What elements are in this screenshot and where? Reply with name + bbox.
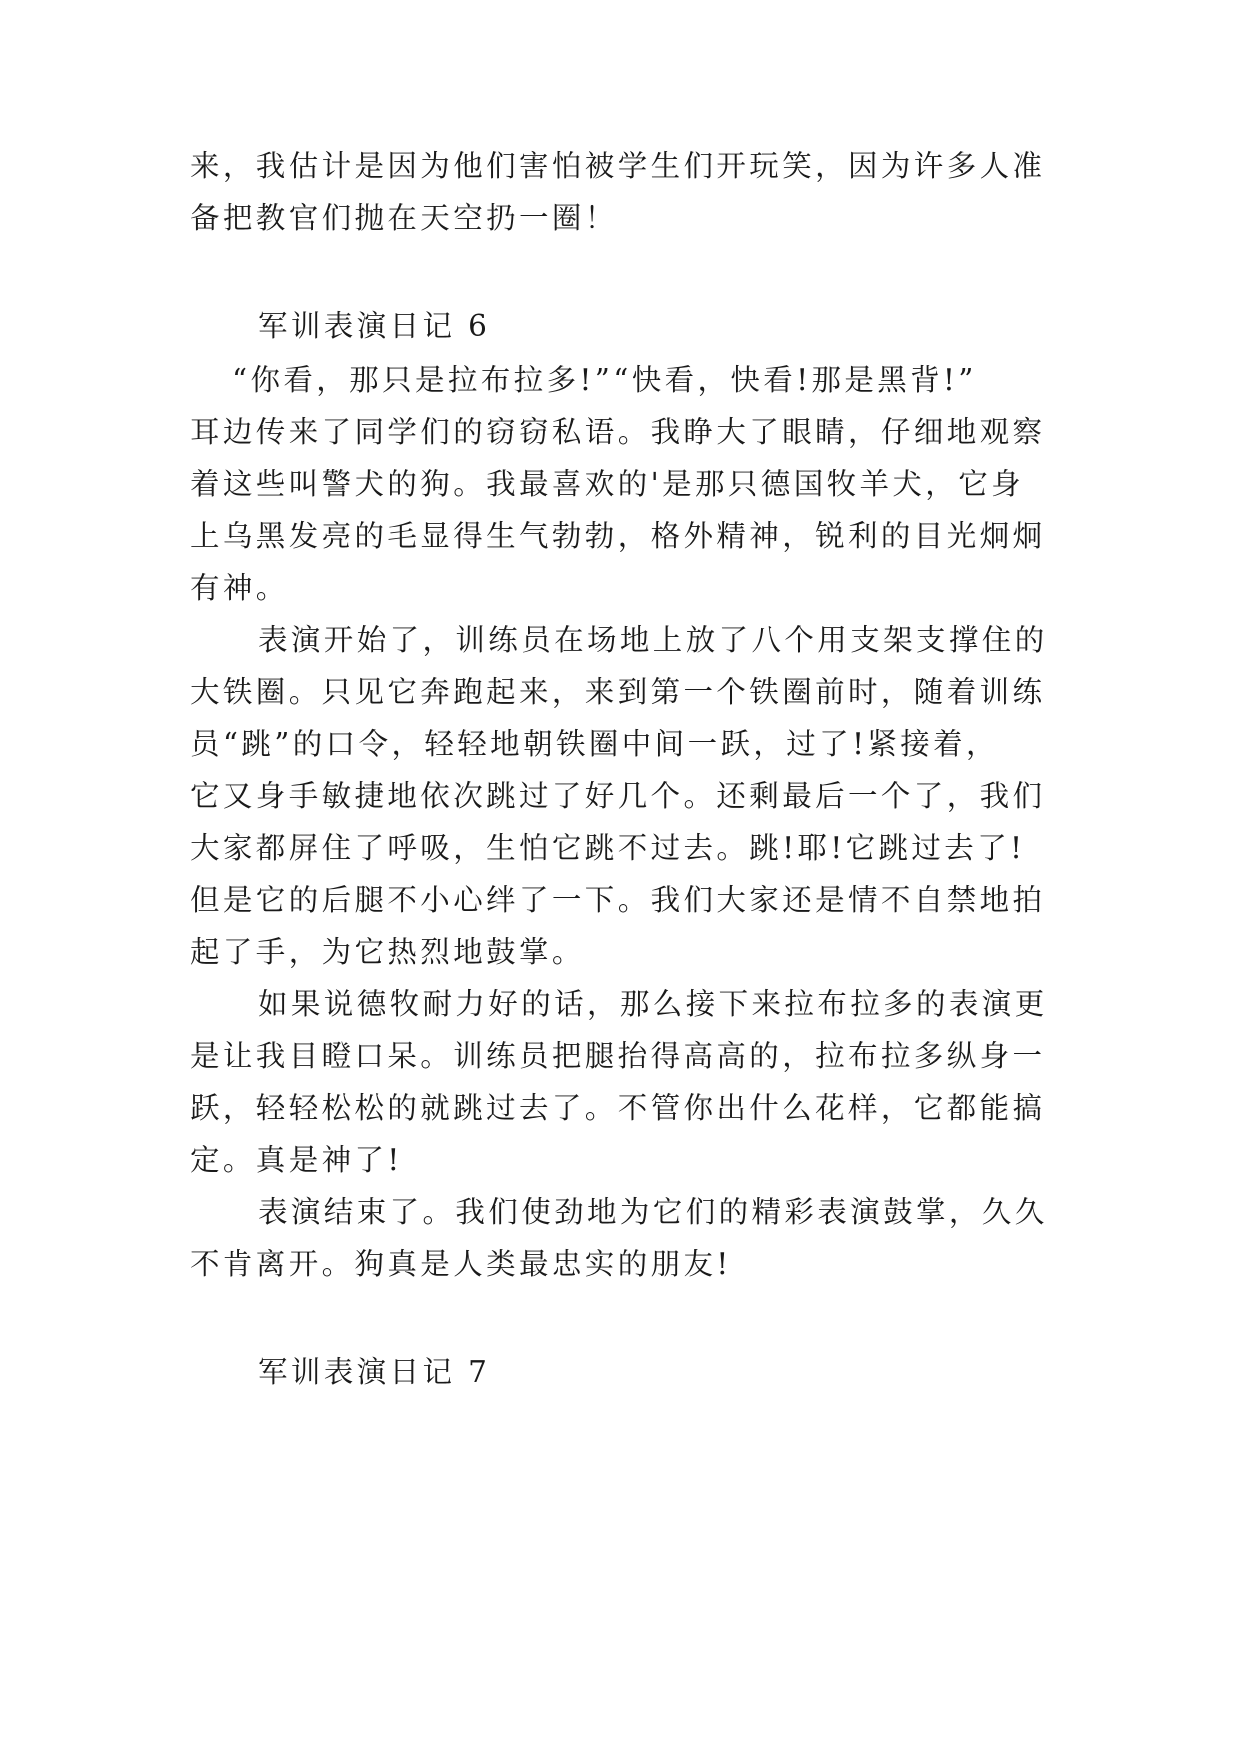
text-line: 定。真是神了! — [190, 1143, 403, 1177]
text-line: 表演开始了，训练员在场地上放了八个用支架支撑住的 — [258, 623, 1048, 657]
section-heading: 军训表演日记 6 — [258, 309, 491, 343]
text-line: 起了手，为它热烈地鼓掌。 — [190, 935, 585, 969]
text-line: 跃，轻轻松松的就跳过去了。不管你出什么花样，它都能搞 — [190, 1091, 1046, 1125]
text-line: 大家都屏住了呼吸，生怕它跳不过去。跳!耶!它跳过去了! — [190, 831, 1026, 865]
section-heading: 军训表演日记 7 — [258, 1355, 491, 1389]
text-line: 员“跳”的口令，轻轻地朝铁圈中间一跃，过了!紧接着， — [190, 727, 999, 761]
text-line: “你看，那只是拉布拉多!”“快看，快看!那是黑背!” — [232, 363, 977, 397]
text-line: 上乌黑发亮的毛显得生气勃勃，格外精神，锐利的目光炯炯 — [190, 519, 1046, 553]
text-line: 如果说德牧耐力好的话，那么接下来拉布拉多的表演更 — [258, 987, 1048, 1021]
text-line: 是让我目瞪口呆。训练员把腿抬得高高的，拉布拉多纵身一 — [190, 1039, 1046, 1073]
text-line: 不肯离开。狗真是人类最忠实的朋友! — [190, 1247, 732, 1281]
text-line: 它又身手敏捷地依次跳过了好几个。还剩最后一个了，我们 — [190, 779, 1046, 813]
text-line: 表演结束了。我们使劲地为它们的精彩表演鼓掌，久久 — [258, 1195, 1048, 1229]
text-line: 耳边传来了同学们的窃窃私语。我睁大了眼睛，仔细地观察 — [190, 415, 1046, 449]
text-line: 有神。 — [190, 571, 289, 605]
text-line: 着这些叫警犬的狗。我最喜欢的'是那只德国牧羊犬，它身 — [190, 467, 1025, 501]
text-line: 来，我估计是因为他们害怕被学生们开玩笑，因为许多人准 — [190, 149, 1046, 183]
text-line: 备把教官们抛在天空扔一圈！ — [190, 201, 618, 235]
text-line: 大铁圈。只见它奔跑起来，来到第一个铁圈前时，随着训练 — [190, 675, 1046, 709]
text-line: 但是它的后腿不小心绊了一下。我们大家还是情不自禁地拍 — [190, 883, 1046, 917]
